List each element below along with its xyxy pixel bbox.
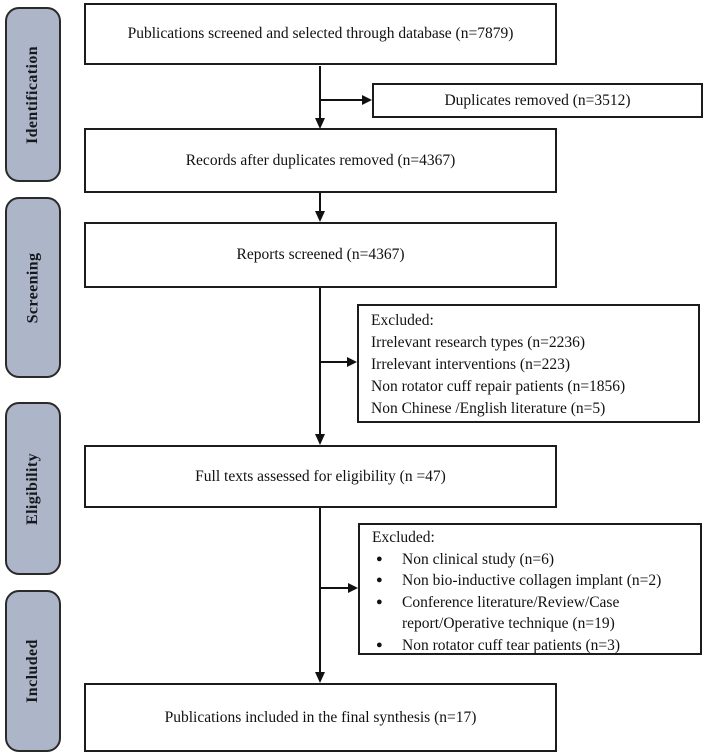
box-records-after-duplicates <box>84 128 557 193</box>
box-records-after-duplicates-text: Records after duplicates removed (n=4367) <box>185 151 456 169</box>
excluded-screening-item: Irrelevant research types (n=2236) <box>371 334 586 351</box>
stage-identification-label: Identification <box>24 45 42 144</box>
excluded-screening-item: Irrelevant interventions (n=223) <box>371 356 570 373</box>
bullet-icon: ● <box>376 574 383 586</box>
excluded-eligibility-title: Excluded: <box>372 529 435 546</box>
box-publications-screened <box>84 3 557 65</box>
excluded-screening-item: Non Chinese /English literature (n=5) <box>371 400 606 417</box>
bullet-icon: ● <box>376 552 383 565</box>
box-publications-included <box>84 683 557 752</box>
box-reports-screened <box>84 222 557 288</box>
excluded-eligibility-item: ● Non rotator cuff tear patients (n=3) <box>372 635 692 657</box>
box-fulltext-assessed-text: Full texts assessed for eligibility (n =47) <box>195 467 446 485</box>
stage-eligibility-label: Eligibility <box>24 452 42 525</box>
bullet-icon: ● <box>376 595 383 608</box>
box-duplicates-removed <box>372 83 703 118</box>
excluded-screening-item: Non rotator cuff repair patients (n=1856) <box>371 378 626 395</box>
box-reports-screened-text: Reports screened (n=4367) <box>236 246 405 263</box>
box-publications-included-text: Publications included in the final synthesis (n=17) <box>164 708 477 726</box>
box-duplicates-removed-text: Duplicates removed (n=3512) <box>444 91 631 109</box>
stage-included-label: Included <box>24 639 42 703</box>
box-excluded-eligibility <box>358 523 702 655</box>
box-excluded-screening <box>357 304 700 423</box>
box-publications-screened-text: Publications screened and selected through database (n=7879) <box>127 25 514 42</box>
box-fulltext-assessed <box>84 445 557 508</box>
bullet-icon: ● <box>376 638 383 651</box>
excluded-eligibility-item: ● Non bio-inductive collagen implant (n=2) <box>372 570 692 592</box>
stage-screening-label: Screening <box>24 252 42 323</box>
excluded-eligibility-item: ● Conference literature/Review/Case report/Operative technique (n=19) <box>372 592 692 635</box>
excluded-screening-title: Excluded: <box>371 312 434 329</box>
excluded-eligibility-item: ● Non clinical study (n=6) <box>372 549 692 571</box>
